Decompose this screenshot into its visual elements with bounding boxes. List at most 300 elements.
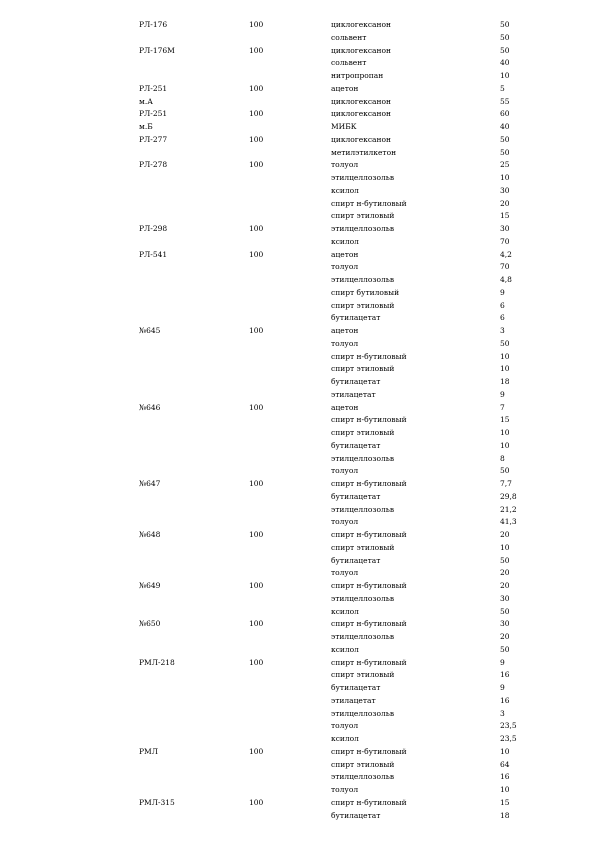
table-row bbox=[139, 274, 540, 287]
solvent-name-cell bbox=[139, 695, 249, 708]
percent-cell: 4,2 bbox=[500, 249, 512, 259]
mass-cell: 100 bbox=[249, 109, 264, 119]
mass-cell bbox=[249, 32, 331, 45]
component-cell: этилцеллозольв bbox=[331, 504, 395, 514]
mass-cell bbox=[249, 453, 331, 466]
mass-cell: 100 bbox=[249, 530, 264, 539]
component-cell: этилцеллозольв bbox=[331, 173, 395, 182]
solvent-name-cell bbox=[139, 733, 249, 746]
component-cell: спирт бутиловый bbox=[331, 287, 400, 297]
solvent-name-cell bbox=[139, 312, 249, 325]
solvent-name-cell: №649 bbox=[139, 581, 161, 590]
mass-cell bbox=[249, 606, 331, 619]
solvent-name-cell: РЛ-251 bbox=[139, 109, 168, 119]
percent-cell: 5 bbox=[500, 83, 505, 93]
solvent-name-cell: №645 bbox=[139, 326, 161, 335]
mass-cell: 100 bbox=[249, 326, 264, 335]
table-row bbox=[139, 325, 540, 338]
percent-cell: 16 bbox=[500, 772, 510, 782]
table-row bbox=[139, 618, 540, 631]
percent-cell: 50 bbox=[500, 555, 510, 565]
solvent-name-cell bbox=[139, 771, 249, 784]
solvent-name-cell bbox=[139, 376, 249, 389]
solvent-name-cell bbox=[139, 491, 249, 504]
component-cell: метилэтилкетон bbox=[331, 147, 397, 157]
component-cell: спирт этиловый bbox=[331, 542, 395, 552]
percent-cell: 4,8 bbox=[500, 275, 512, 284]
percent-cell: 70 bbox=[500, 236, 510, 246]
mass-cell bbox=[249, 427, 331, 440]
mass-cell bbox=[249, 516, 331, 529]
percent-cell: 7 bbox=[500, 402, 505, 412]
solvent-name-cell bbox=[139, 32, 249, 45]
table-row bbox=[139, 720, 540, 733]
table-row bbox=[139, 657, 540, 670]
solvent-name-cell bbox=[139, 351, 249, 364]
solvent-composition-table bbox=[139, 19, 540, 822]
percent-cell: 50 bbox=[500, 134, 510, 144]
mass-cell: 100 bbox=[249, 249, 264, 259]
mass-cell bbox=[249, 172, 331, 185]
solvent-name-cell bbox=[139, 287, 249, 300]
solvent-name-cell: РЛ-278 bbox=[139, 160, 168, 170]
percent-cell: 50 bbox=[500, 32, 510, 42]
mass-cell bbox=[249, 695, 331, 708]
table-row bbox=[139, 631, 540, 644]
table-row bbox=[139, 516, 540, 529]
percent-cell: 20 bbox=[500, 530, 510, 539]
table-row bbox=[139, 402, 540, 415]
component-cell: спирт н-бутиловый bbox=[331, 657, 407, 667]
mass-cell bbox=[249, 70, 331, 83]
component-cell: ксилол bbox=[331, 606, 359, 616]
component-cell: спирт этиловый bbox=[331, 300, 395, 310]
percent-cell: 23,5 bbox=[500, 721, 517, 731]
table-row bbox=[139, 300, 540, 313]
percent-cell: 30 bbox=[500, 185, 510, 195]
percent-cell: 15 bbox=[500, 415, 510, 425]
table-row bbox=[139, 338, 540, 351]
component-cell: спирт этиловый bbox=[331, 670, 395, 680]
solvent-name-cell: №648 bbox=[139, 530, 161, 539]
solvent-name-cell bbox=[139, 516, 249, 529]
percent-cell: 9 bbox=[500, 683, 505, 692]
component-cell: этилцеллозольв bbox=[331, 772, 395, 782]
percent-cell: 10 bbox=[500, 785, 510, 794]
solvent-name-cell bbox=[139, 300, 249, 313]
component-cell: ксилол bbox=[331, 734, 359, 743]
table-row bbox=[139, 580, 540, 593]
table-row bbox=[139, 478, 540, 491]
component-cell: спирт этиловый bbox=[331, 364, 395, 374]
solvent-name-cell bbox=[139, 338, 249, 351]
component-cell: спирт н-бутиловый bbox=[331, 797, 407, 807]
table-row bbox=[139, 491, 540, 504]
mass-cell bbox=[249, 198, 331, 211]
mass-cell bbox=[249, 720, 331, 733]
percent-cell: 40 bbox=[500, 58, 510, 68]
mass-cell: 100 bbox=[249, 402, 264, 412]
table-row bbox=[139, 363, 540, 376]
solvent-name-cell: РМЛ-315 bbox=[139, 797, 175, 807]
mass-cell: 100 bbox=[249, 479, 264, 488]
mass-cell bbox=[249, 465, 331, 478]
mass-cell bbox=[249, 147, 331, 160]
solvent-name-cell bbox=[139, 644, 249, 657]
percent-cell: 10 bbox=[500, 746, 510, 756]
solvent-name-cell: РЛ-251 bbox=[139, 83, 168, 93]
percent-cell: 10 bbox=[500, 428, 510, 437]
component-cell: циклогексанон bbox=[331, 96, 392, 106]
mass-cell bbox=[249, 504, 331, 517]
table-row bbox=[139, 759, 540, 772]
mass-cell bbox=[249, 631, 331, 644]
solvent-name-cell bbox=[139, 453, 249, 466]
component-cell: толуол bbox=[331, 262, 359, 272]
component-cell: бутилацетат bbox=[331, 555, 381, 565]
mass-cell bbox=[249, 236, 331, 249]
component-cell: этилцеллозольв bbox=[331, 593, 395, 603]
solvent-name-cell bbox=[139, 185, 249, 198]
mass-cell bbox=[249, 593, 331, 606]
percent-cell: 30 bbox=[500, 619, 510, 629]
mass-cell bbox=[249, 376, 331, 389]
component-cell: толуол bbox=[331, 785, 359, 794]
mass-cell bbox=[249, 708, 331, 721]
solvent-name-cell bbox=[139, 669, 249, 682]
table-row bbox=[139, 427, 540, 440]
table-row bbox=[139, 147, 540, 160]
mass-cell: 100 bbox=[249, 134, 264, 144]
table-row bbox=[139, 414, 540, 427]
percent-cell: 9 bbox=[500, 287, 505, 297]
solvent-name-cell bbox=[139, 261, 249, 274]
component-cell: спирт н-бутиловый bbox=[331, 351, 407, 361]
mass-cell: 100 bbox=[249, 83, 264, 93]
table-row bbox=[139, 465, 540, 478]
percent-cell: 3 bbox=[500, 326, 505, 335]
percent-cell: 50 bbox=[500, 338, 510, 348]
component-cell: циклогексанон bbox=[331, 45, 392, 55]
mass-cell bbox=[249, 682, 331, 695]
mass-cell bbox=[249, 440, 331, 453]
solvent-name-cell bbox=[139, 210, 249, 223]
component-cell: бутилацетат bbox=[331, 313, 381, 323]
table-row bbox=[139, 249, 540, 262]
solvent-name-cell: РМЛ-218 bbox=[139, 657, 175, 667]
percent-cell: 6 bbox=[500, 313, 505, 323]
solvent-name-cell bbox=[139, 236, 249, 249]
percent-cell: 50 bbox=[500, 606, 510, 616]
component-cell: нитропропан bbox=[331, 71, 384, 80]
table-row bbox=[139, 83, 540, 96]
component-cell: бутилацетат bbox=[331, 440, 381, 450]
solvent-name-cell: №646 bbox=[139, 402, 161, 412]
percent-cell: 7,7 bbox=[500, 479, 512, 488]
mass-cell bbox=[249, 669, 331, 682]
table-row bbox=[139, 19, 540, 32]
solvent-name-cell bbox=[139, 363, 249, 376]
solvent-name-cell: РЛ-277 bbox=[139, 134, 168, 144]
percent-cell: 64 bbox=[500, 759, 510, 769]
mass-cell bbox=[249, 287, 331, 300]
component-cell: толуол bbox=[331, 568, 359, 578]
solvent-name-cell bbox=[139, 440, 249, 453]
table-row bbox=[139, 771, 540, 784]
table-row bbox=[139, 223, 540, 236]
mass-cell bbox=[249, 261, 331, 274]
mass-cell bbox=[249, 784, 331, 797]
component-cell: спирт н-бутиловый bbox=[331, 415, 407, 425]
mass-cell bbox=[249, 555, 331, 568]
percent-cell: 50 bbox=[500, 147, 510, 157]
mass-cell: 100 bbox=[249, 20, 264, 29]
solvent-name-cell bbox=[139, 682, 249, 695]
table-row bbox=[139, 504, 540, 517]
mass-cell bbox=[249, 185, 331, 198]
table-row bbox=[139, 32, 540, 45]
percent-cell: 20 bbox=[500, 198, 510, 208]
component-cell: бутилацетат bbox=[331, 810, 381, 820]
solvent-name-cell bbox=[139, 198, 249, 211]
solvent-name-cell bbox=[139, 504, 249, 517]
solvent-name-cell: РЛ-541 bbox=[139, 249, 168, 259]
table-row bbox=[139, 606, 540, 619]
solvent-name-cell bbox=[139, 631, 249, 644]
component-cell: ацетон bbox=[331, 402, 359, 412]
percent-cell: 18 bbox=[500, 810, 510, 820]
component-cell: спирт н-бутиловый bbox=[331, 198, 407, 208]
table-row bbox=[139, 746, 540, 759]
mass-cell bbox=[249, 300, 331, 313]
component-cell: МИБК bbox=[331, 122, 357, 131]
solvent-name-cell bbox=[139, 57, 249, 70]
percent-cell: 60 bbox=[500, 109, 510, 119]
component-cell: бутилацетат bbox=[331, 683, 381, 692]
percent-cell: 50 bbox=[500, 45, 510, 55]
table-row bbox=[139, 644, 540, 657]
component-cell: толуол bbox=[331, 160, 359, 170]
solvent-name-cell bbox=[139, 172, 249, 185]
component-cell: этилцеллозольв bbox=[331, 224, 395, 233]
mass-cell: 100 bbox=[249, 746, 264, 756]
table-row bbox=[139, 682, 540, 695]
percent-cell: 41,3 bbox=[500, 517, 517, 527]
component-cell: ксилол bbox=[331, 236, 359, 246]
component-cell: циклогексанон bbox=[331, 134, 392, 144]
table-row bbox=[139, 198, 540, 211]
table-row bbox=[139, 669, 540, 682]
component-cell: ксилол bbox=[331, 644, 359, 654]
table-row bbox=[139, 555, 540, 568]
percent-cell: 50 bbox=[500, 20, 510, 29]
table-row bbox=[139, 45, 540, 58]
percent-cell: 21,2 bbox=[500, 504, 517, 514]
table-row bbox=[139, 172, 540, 185]
table-row bbox=[139, 542, 540, 555]
percent-cell: 9 bbox=[500, 657, 505, 667]
percent-cell: 16 bbox=[500, 670, 510, 680]
mass-cell bbox=[249, 644, 331, 657]
mass-cell bbox=[249, 733, 331, 746]
table-row bbox=[139, 108, 540, 121]
percent-cell: 16 bbox=[500, 695, 510, 705]
component-cell: этилцеллозольв bbox=[331, 453, 395, 463]
solvent-name-cell bbox=[139, 274, 249, 287]
percent-cell: 10 bbox=[500, 71, 510, 80]
component-cell: ксилол bbox=[331, 185, 359, 195]
table-row bbox=[139, 695, 540, 708]
solvent-name-cell bbox=[139, 810, 249, 823]
table-row bbox=[139, 57, 540, 70]
solvent-name-cell bbox=[139, 542, 249, 555]
solvent-name-cell: РЛ-298 bbox=[139, 224, 168, 233]
percent-cell: 10 bbox=[500, 440, 510, 450]
table-row bbox=[139, 70, 540, 83]
table-row bbox=[139, 351, 540, 364]
mass-cell bbox=[249, 389, 331, 402]
mass-cell bbox=[249, 351, 331, 364]
table-row bbox=[139, 312, 540, 325]
component-cell: этилцеллозольв bbox=[331, 275, 395, 284]
mass-cell: 100 bbox=[249, 160, 264, 170]
solvent-name-cell bbox=[139, 759, 249, 772]
percent-cell: 30 bbox=[500, 593, 510, 603]
percent-cell: 20 bbox=[500, 632, 510, 641]
mass-cell bbox=[249, 567, 331, 580]
solvent-name-cell: РЛ-176 bbox=[139, 20, 168, 29]
table-row bbox=[139, 708, 540, 721]
table-row bbox=[139, 453, 540, 466]
mass-cell: 100 bbox=[249, 581, 264, 590]
mass-cell bbox=[249, 771, 331, 784]
solvent-name-cell bbox=[139, 147, 249, 160]
component-cell: этилацетат bbox=[331, 695, 376, 705]
percent-cell: 10 bbox=[500, 351, 510, 361]
mass-cell bbox=[249, 121, 331, 134]
solvent-name-cell bbox=[139, 465, 249, 478]
table-row bbox=[139, 593, 540, 606]
solvent-name-cell: РЛ-176М bbox=[139, 45, 175, 55]
table-row bbox=[139, 96, 540, 109]
mass-cell bbox=[249, 414, 331, 427]
component-cell: циклогексанон bbox=[331, 20, 392, 29]
table-row bbox=[139, 261, 540, 274]
table-row bbox=[139, 287, 540, 300]
component-cell: спирт н-бутиловый bbox=[331, 479, 407, 488]
mass-cell bbox=[249, 312, 331, 325]
table-row bbox=[139, 159, 540, 172]
percent-cell: 20 bbox=[500, 581, 510, 590]
percent-cell: 29,8 bbox=[500, 491, 517, 501]
component-cell: этилацетат bbox=[331, 389, 376, 399]
percent-cell: 8 bbox=[500, 453, 505, 463]
percent-cell: 50 bbox=[500, 644, 510, 654]
solvent-name-cell bbox=[139, 389, 249, 402]
table-row bbox=[139, 567, 540, 580]
component-cell: толуол bbox=[331, 721, 359, 731]
component-cell: бутилацетат bbox=[331, 377, 381, 386]
component-cell: сольвент bbox=[331, 58, 367, 68]
solvent-name-cell: №647 bbox=[139, 479, 161, 488]
percent-cell: 15 bbox=[500, 211, 510, 221]
component-cell: спирт н-бутиловый bbox=[331, 530, 407, 539]
solvent-name-cell bbox=[139, 720, 249, 733]
table-row bbox=[139, 529, 540, 542]
component-cell: спирт н-бутиловый bbox=[331, 746, 407, 756]
percent-cell: 18 bbox=[500, 377, 510, 386]
mass-cell bbox=[249, 363, 331, 376]
component-cell: спирт этиловый bbox=[331, 211, 395, 221]
component-cell: толуол bbox=[331, 338, 359, 348]
component-cell: бутилацетат bbox=[331, 491, 381, 501]
mass-cell bbox=[249, 338, 331, 351]
percent-cell: 15 bbox=[500, 797, 510, 807]
percent-cell: 20 bbox=[500, 568, 510, 578]
percent-cell: 3 bbox=[500, 708, 505, 718]
mass-cell bbox=[249, 210, 331, 223]
component-cell: циклогексанон bbox=[331, 109, 392, 119]
mass-cell bbox=[249, 542, 331, 555]
table-row bbox=[139, 733, 540, 746]
mass-cell bbox=[249, 491, 331, 504]
solvent-name-cell bbox=[139, 70, 249, 83]
percent-cell: 23,5 bbox=[500, 734, 517, 743]
mass-cell bbox=[249, 274, 331, 287]
percent-cell: 10 bbox=[500, 173, 510, 182]
percent-cell: 6 bbox=[500, 300, 505, 310]
table-row bbox=[139, 376, 540, 389]
table-row bbox=[139, 389, 540, 402]
component-cell: спирт н-бутиловый bbox=[331, 619, 407, 629]
table-row bbox=[139, 210, 540, 223]
table-row bbox=[139, 440, 540, 453]
table-row bbox=[139, 797, 540, 810]
mass-cell bbox=[249, 57, 331, 70]
component-cell: спирт н-бутиловый bbox=[331, 581, 407, 590]
component-cell: ацетон bbox=[331, 326, 359, 335]
component-cell: спирт этиловый bbox=[331, 428, 395, 437]
solvent-name-cell bbox=[139, 593, 249, 606]
mass-cell bbox=[249, 810, 331, 823]
table-row bbox=[139, 236, 540, 249]
solvent-name-cell bbox=[139, 784, 249, 797]
solvent-name-cell bbox=[139, 606, 249, 619]
mass-cell: 100 bbox=[249, 619, 264, 629]
solvent-name-cell bbox=[139, 414, 249, 427]
table-row bbox=[139, 810, 540, 823]
mass-cell: 100 bbox=[249, 45, 264, 55]
component-cell: этилцеллозольв bbox=[331, 632, 395, 641]
solvent-name-cell: РМЛ bbox=[139, 746, 158, 756]
component-cell: толуол bbox=[331, 517, 359, 527]
solvent-name-cell bbox=[139, 567, 249, 580]
component-cell: ацетон bbox=[331, 83, 359, 93]
component-cell: ацетон bbox=[331, 249, 359, 259]
mass-cell bbox=[249, 759, 331, 772]
solvent-name-cell: №650 bbox=[139, 619, 161, 629]
solvent-name-cell bbox=[139, 555, 249, 568]
percent-cell: 10 bbox=[500, 542, 510, 552]
mass-cell: 100 bbox=[249, 797, 264, 807]
component-cell: этилцеллозольв bbox=[331, 708, 395, 718]
mass-cell: 100 bbox=[249, 657, 264, 667]
solvent-name-cell: м.А bbox=[139, 96, 153, 106]
solvent-name-cell: м.Б bbox=[139, 122, 153, 131]
percent-cell: 50 bbox=[500, 466, 510, 476]
component-cell: толуол bbox=[331, 466, 359, 476]
percent-cell: 9 bbox=[500, 389, 505, 399]
